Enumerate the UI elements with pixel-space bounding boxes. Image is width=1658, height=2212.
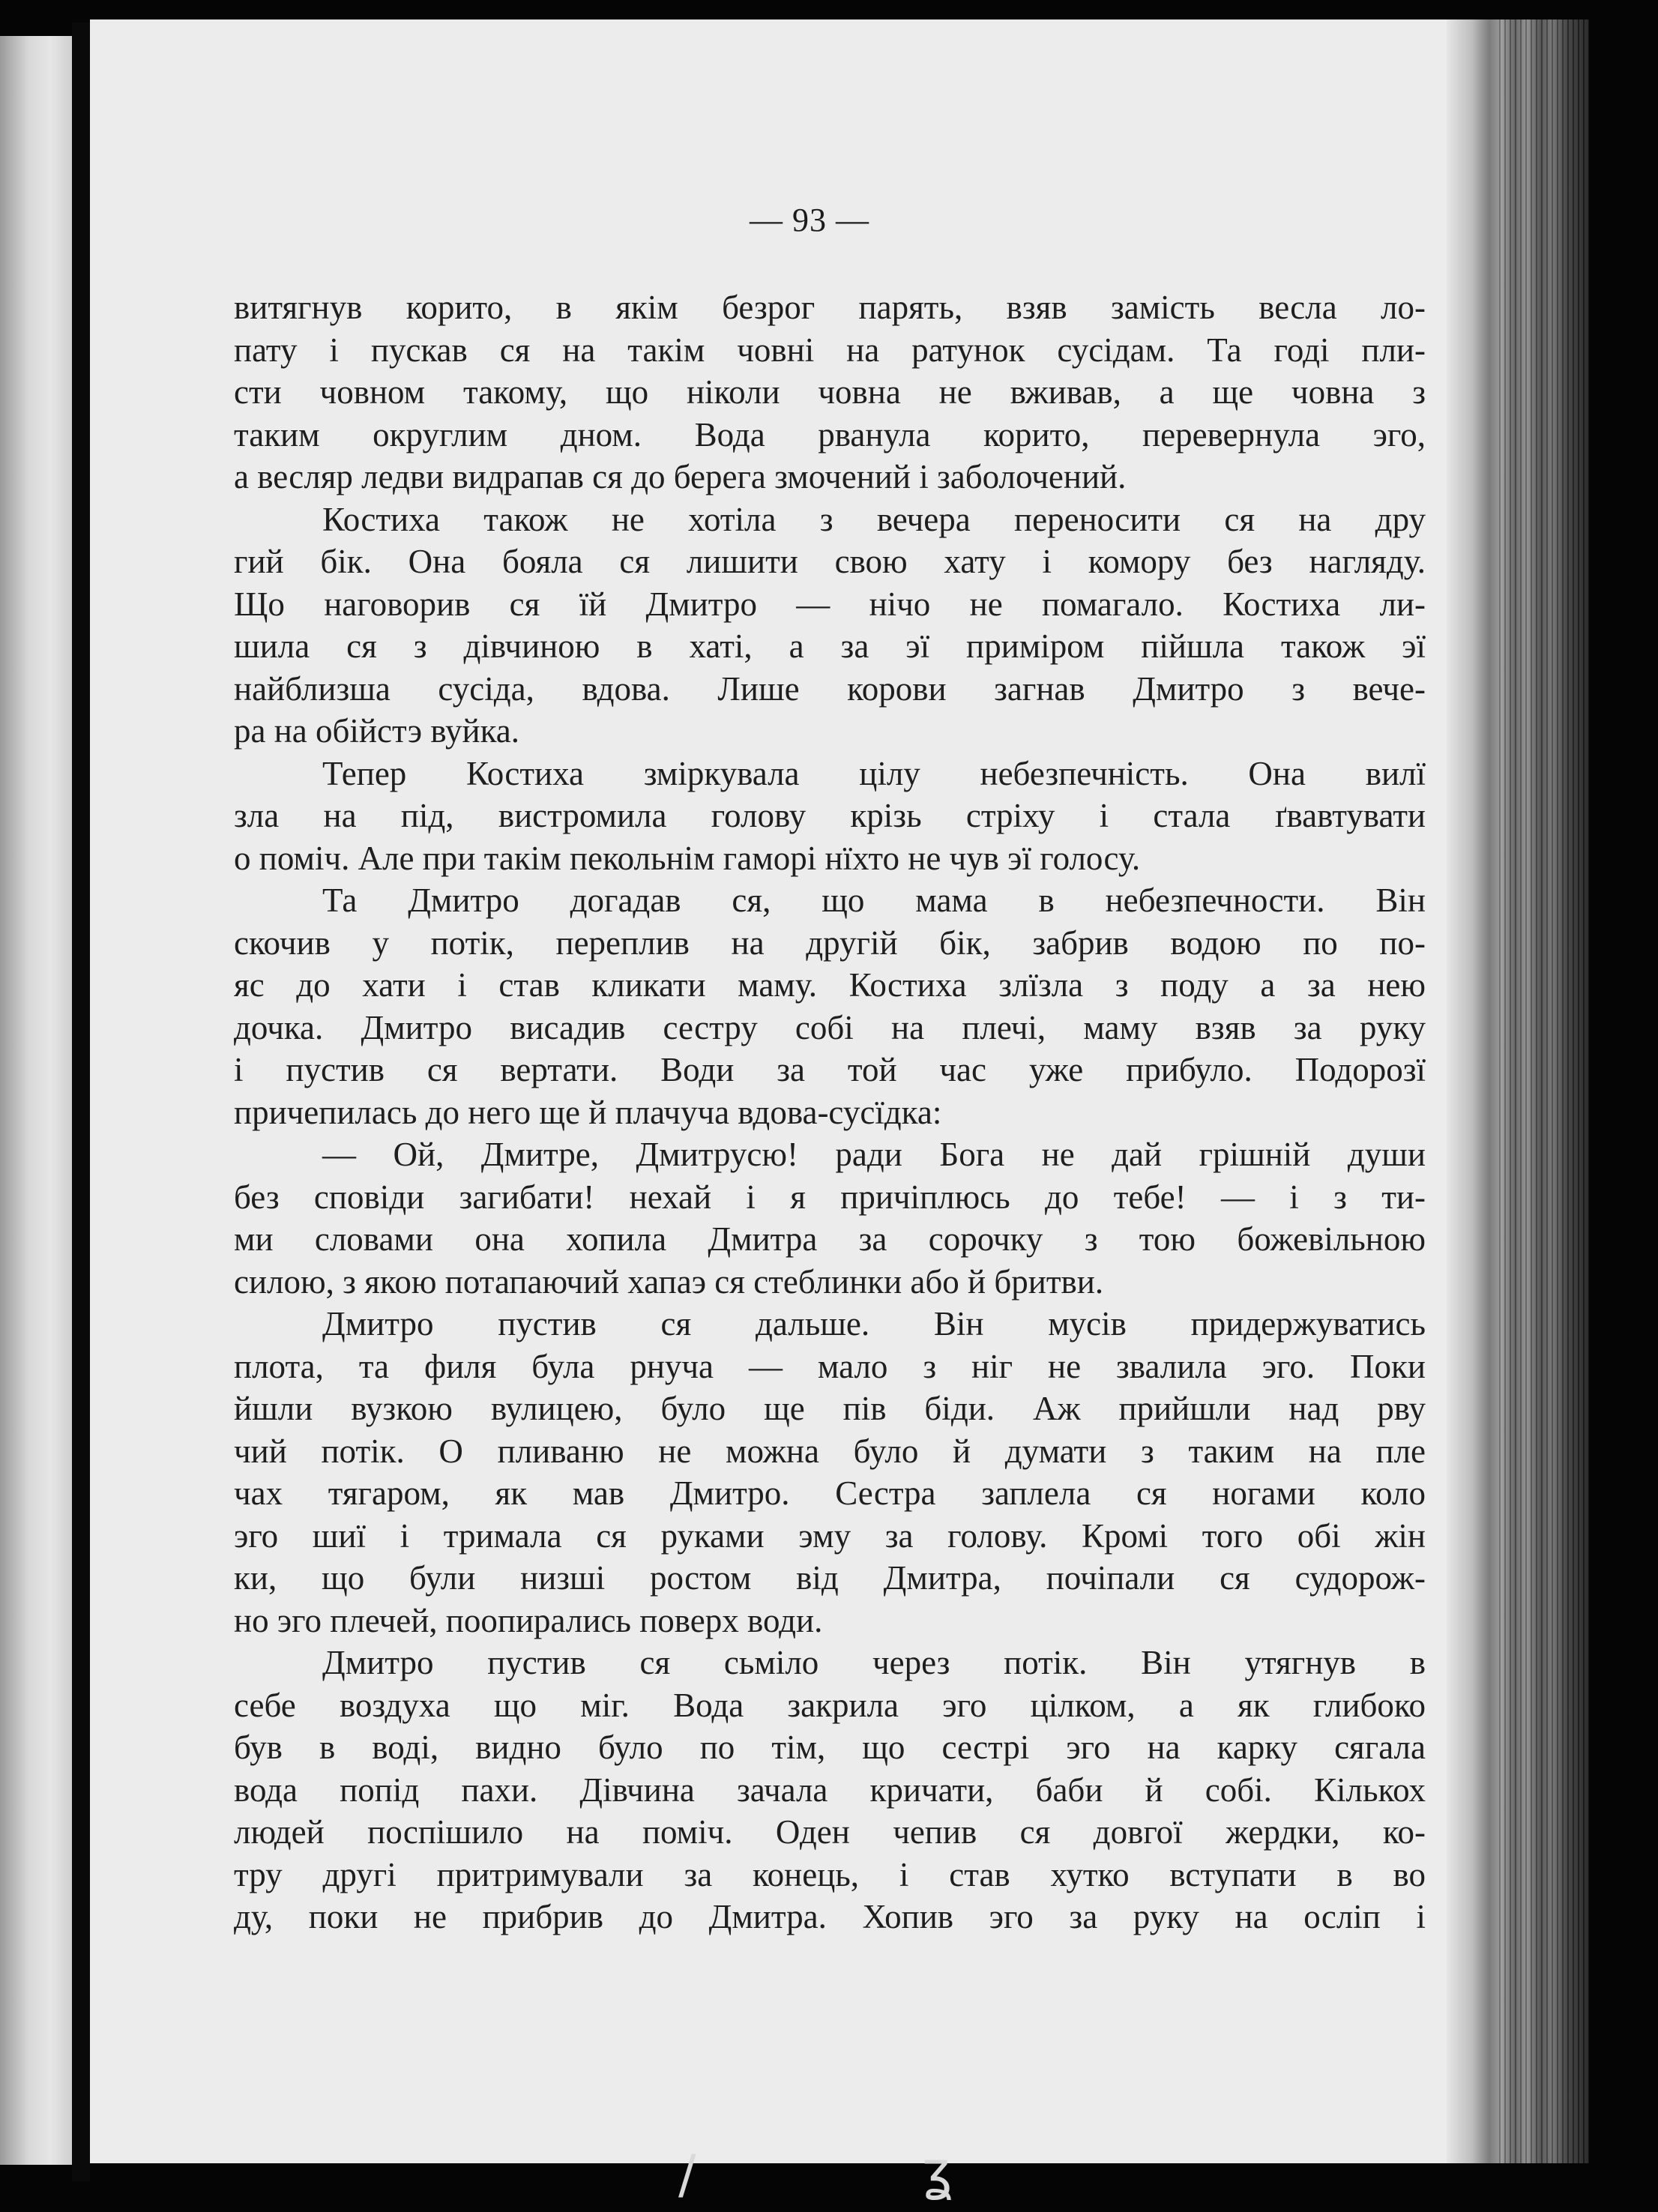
text-line: чий потік. О пливаню не можна було й думати з таким на пле xyxy=(234,1432,1426,1470)
text-line: о поміч. Але при такім пекольнім гаморі нїхто не чув эї голосу. xyxy=(234,839,1141,877)
text-line: чах тягаром, як мав Дмитро. Сестра заплела ся ногами коло xyxy=(234,1474,1426,1512)
text-line: гий бік. Она бояла ся лишити свою хату і комору без нагляду. xyxy=(234,543,1426,580)
page-number: — 93 — xyxy=(750,202,869,238)
text-line: був в воді, видно було по тім, що сестрі эго на карку сягала xyxy=(234,1729,1426,1766)
text-line: Костиха також не хотіла з вечера переносити ся на дру xyxy=(322,500,1426,538)
text-line: дочка. Дмитро висадив сестру собі на плечі, маму взяв за руку xyxy=(234,1008,1426,1046)
text-line: шила ся з дівчиною в хаті, а за эї приміром пійшла також эї xyxy=(234,627,1426,665)
text-line: ки, що були низші ростом від Дмитра, почіпали ся судорож- xyxy=(234,1559,1426,1597)
text-line: Та Дмитро догадав ся, що мама в небезпечности. Він xyxy=(322,882,1426,919)
text-line: пату і пускав ся на такім човні на ратунок сусідам. Та годі пли- xyxy=(234,331,1426,369)
text-line: скочив у потік, переплив на другій бік, забрив водою по по- xyxy=(234,923,1426,962)
text-line: себе воздуха що міг. Вода закрила эго цілком, а як глибоко xyxy=(234,1686,1426,1724)
text-line: без сповіди загибати! нехай і я причіплюсь до тебе! — і з ти- xyxy=(234,1178,1426,1216)
text-line: ду, поки не прибрив до Дмитра. Хопив эго за руку на осліп і xyxy=(234,1898,1426,1935)
text-line: Дмитро пустив ся сьміло через потік. Він утягнув в xyxy=(322,1644,1426,1681)
text-line: силою, з якою потапаючий хапаэ ся стеблинки або й бритви. xyxy=(234,1262,1104,1301)
text-line: но эго плечей, поопирались поверх води. xyxy=(234,1601,823,1639)
text-line: плота, та филя була рнуча — мало з ніг не звалила эго. Поки xyxy=(234,1347,1426,1385)
book-spine xyxy=(72,22,90,2181)
body-text xyxy=(234,286,1426,1938)
text-line: людей поспішило на поміч. Оден чепив ся довгої жердки, ко- xyxy=(234,1813,1426,1851)
text-line: тру другі притримували за конець, і став хутко вступати в во xyxy=(234,1855,1426,1893)
text-line: таким округлим дном. Вода рванула корито, перевернула эго, xyxy=(234,415,1426,453)
scan-artifact-mark: / xyxy=(678,2144,696,2205)
text-line: найблизша сусіда, вдова. Лише корови загнав Дмитро з вече- xyxy=(234,669,1426,708)
text-line: вода попід пахи. Дівчина зачала кричати, баби й собі. Кількох xyxy=(234,1770,1426,1809)
text-line: эго шиї і тримала ся руками эму за голову. Кромі того обі жін xyxy=(234,1516,1426,1555)
text-line: витягнув корито, в якім безрог парять, взяв замість весла ло- xyxy=(234,289,1426,326)
page-edges-lines xyxy=(1499,19,1589,2163)
text-line: сти човном такому, що ніколи човна не вживав, а ще човна з xyxy=(234,373,1426,411)
text-line: і пустив ся вертати. Води за той час уже прибуло. Подорозї xyxy=(234,1051,1426,1088)
scan-artifact-mark: ʓ xyxy=(922,2140,953,2202)
text-line: ми словами она хопила Дмитра за сорочку з тою божевільною xyxy=(234,1220,1426,1258)
text-line: Дмитро пустив ся дальше. Він мусів придержуватись xyxy=(322,1305,1426,1342)
text-line: яс до хати і став кликати маму. Костиха злїзла з поду а за нею xyxy=(234,966,1426,1004)
text-line: ра на обійстэ вуйка. xyxy=(234,712,520,750)
text-line: Що наговорив ся їй Дмитро — нічо не помагало. Костиха ли- xyxy=(234,585,1426,623)
text-line: а весляр ледви видрапав ся до берега змочений і заболочений. xyxy=(234,458,1127,495)
text-line: — Ой, Дмитре, Дмитрусю! ради Бога не дай грішній души xyxy=(322,1136,1426,1173)
text-line: зла на під, вистромила голову крізь стріху і стала ґвавтувати xyxy=(234,797,1426,834)
text-line: йшли вузкою вулицею, було ще пів біди. Аж прийшли над рву xyxy=(234,1390,1426,1427)
previous-page-edge xyxy=(0,36,72,2165)
text-line: Тепер Костиха зміркувала цілу небезпечність. Она вилї xyxy=(322,754,1426,792)
text-line: причепилась до него ще й плачуча вдова-сусїдка: xyxy=(234,1093,942,1131)
